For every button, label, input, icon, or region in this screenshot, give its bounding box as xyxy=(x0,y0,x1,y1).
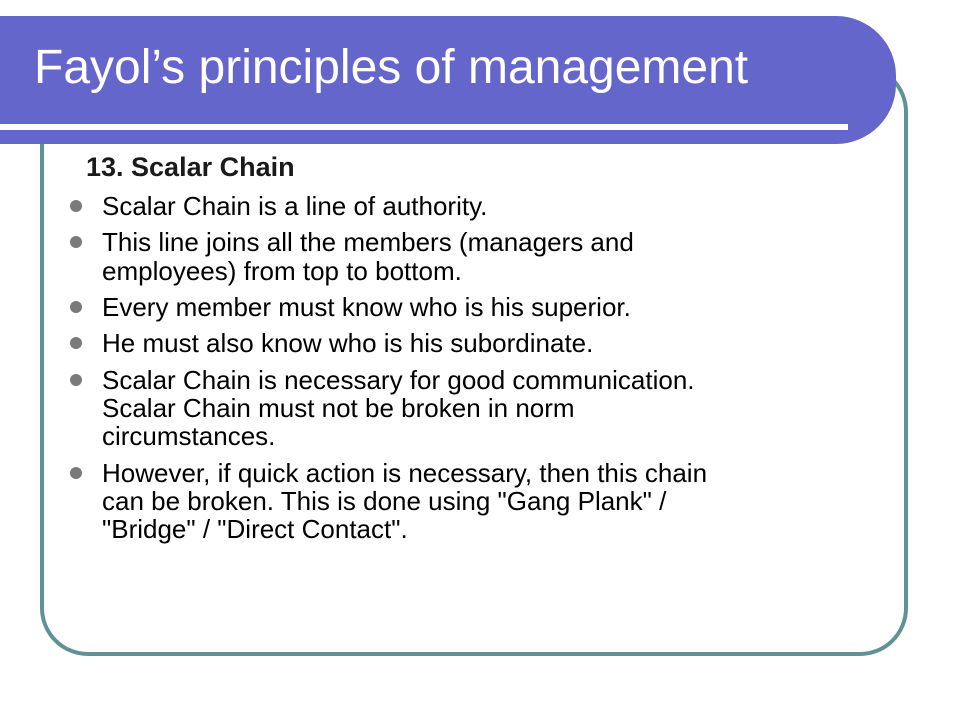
bullet-item xyxy=(70,366,870,451)
bullet-dot-icon xyxy=(70,374,82,386)
bullet-dot-icon xyxy=(70,301,82,313)
bullet-item xyxy=(70,329,870,357)
bullet-text: However, if quick action is necessary, then this chain can be broken. This is done using "Gang Plank" / "Bridge" / "Direct Contact". xyxy=(102,457,708,545)
bullet-item xyxy=(70,192,870,220)
bullet-dot-icon xyxy=(70,467,82,479)
bullet-text: Every member must know who is his superior. xyxy=(102,291,631,322)
bullet-text: Scalar Chain is a line of authority. xyxy=(102,191,488,221)
section-heading: 13. Scalar Chain xyxy=(86,152,295,182)
bullet-dot-icon xyxy=(70,236,82,248)
bullet-dot-icon xyxy=(70,200,82,212)
title-underline xyxy=(0,124,848,130)
bullet-item xyxy=(70,228,870,285)
bullet-item xyxy=(70,293,870,321)
slide-title: Fayol’s principles of management xyxy=(34,41,749,94)
bullet-text: He must also know who is his subordinate. xyxy=(102,328,594,359)
bullet-text: This line joins all the members (managers and employees) from top to bottom. xyxy=(102,227,634,286)
bullet-item xyxy=(70,459,870,544)
bullet-dot-icon xyxy=(70,337,82,349)
bullet-text: Scalar Chain is necessary for good communication. Scalar Chain must not be broken in norm circumstances. xyxy=(102,364,695,452)
bullet-list xyxy=(70,192,870,552)
